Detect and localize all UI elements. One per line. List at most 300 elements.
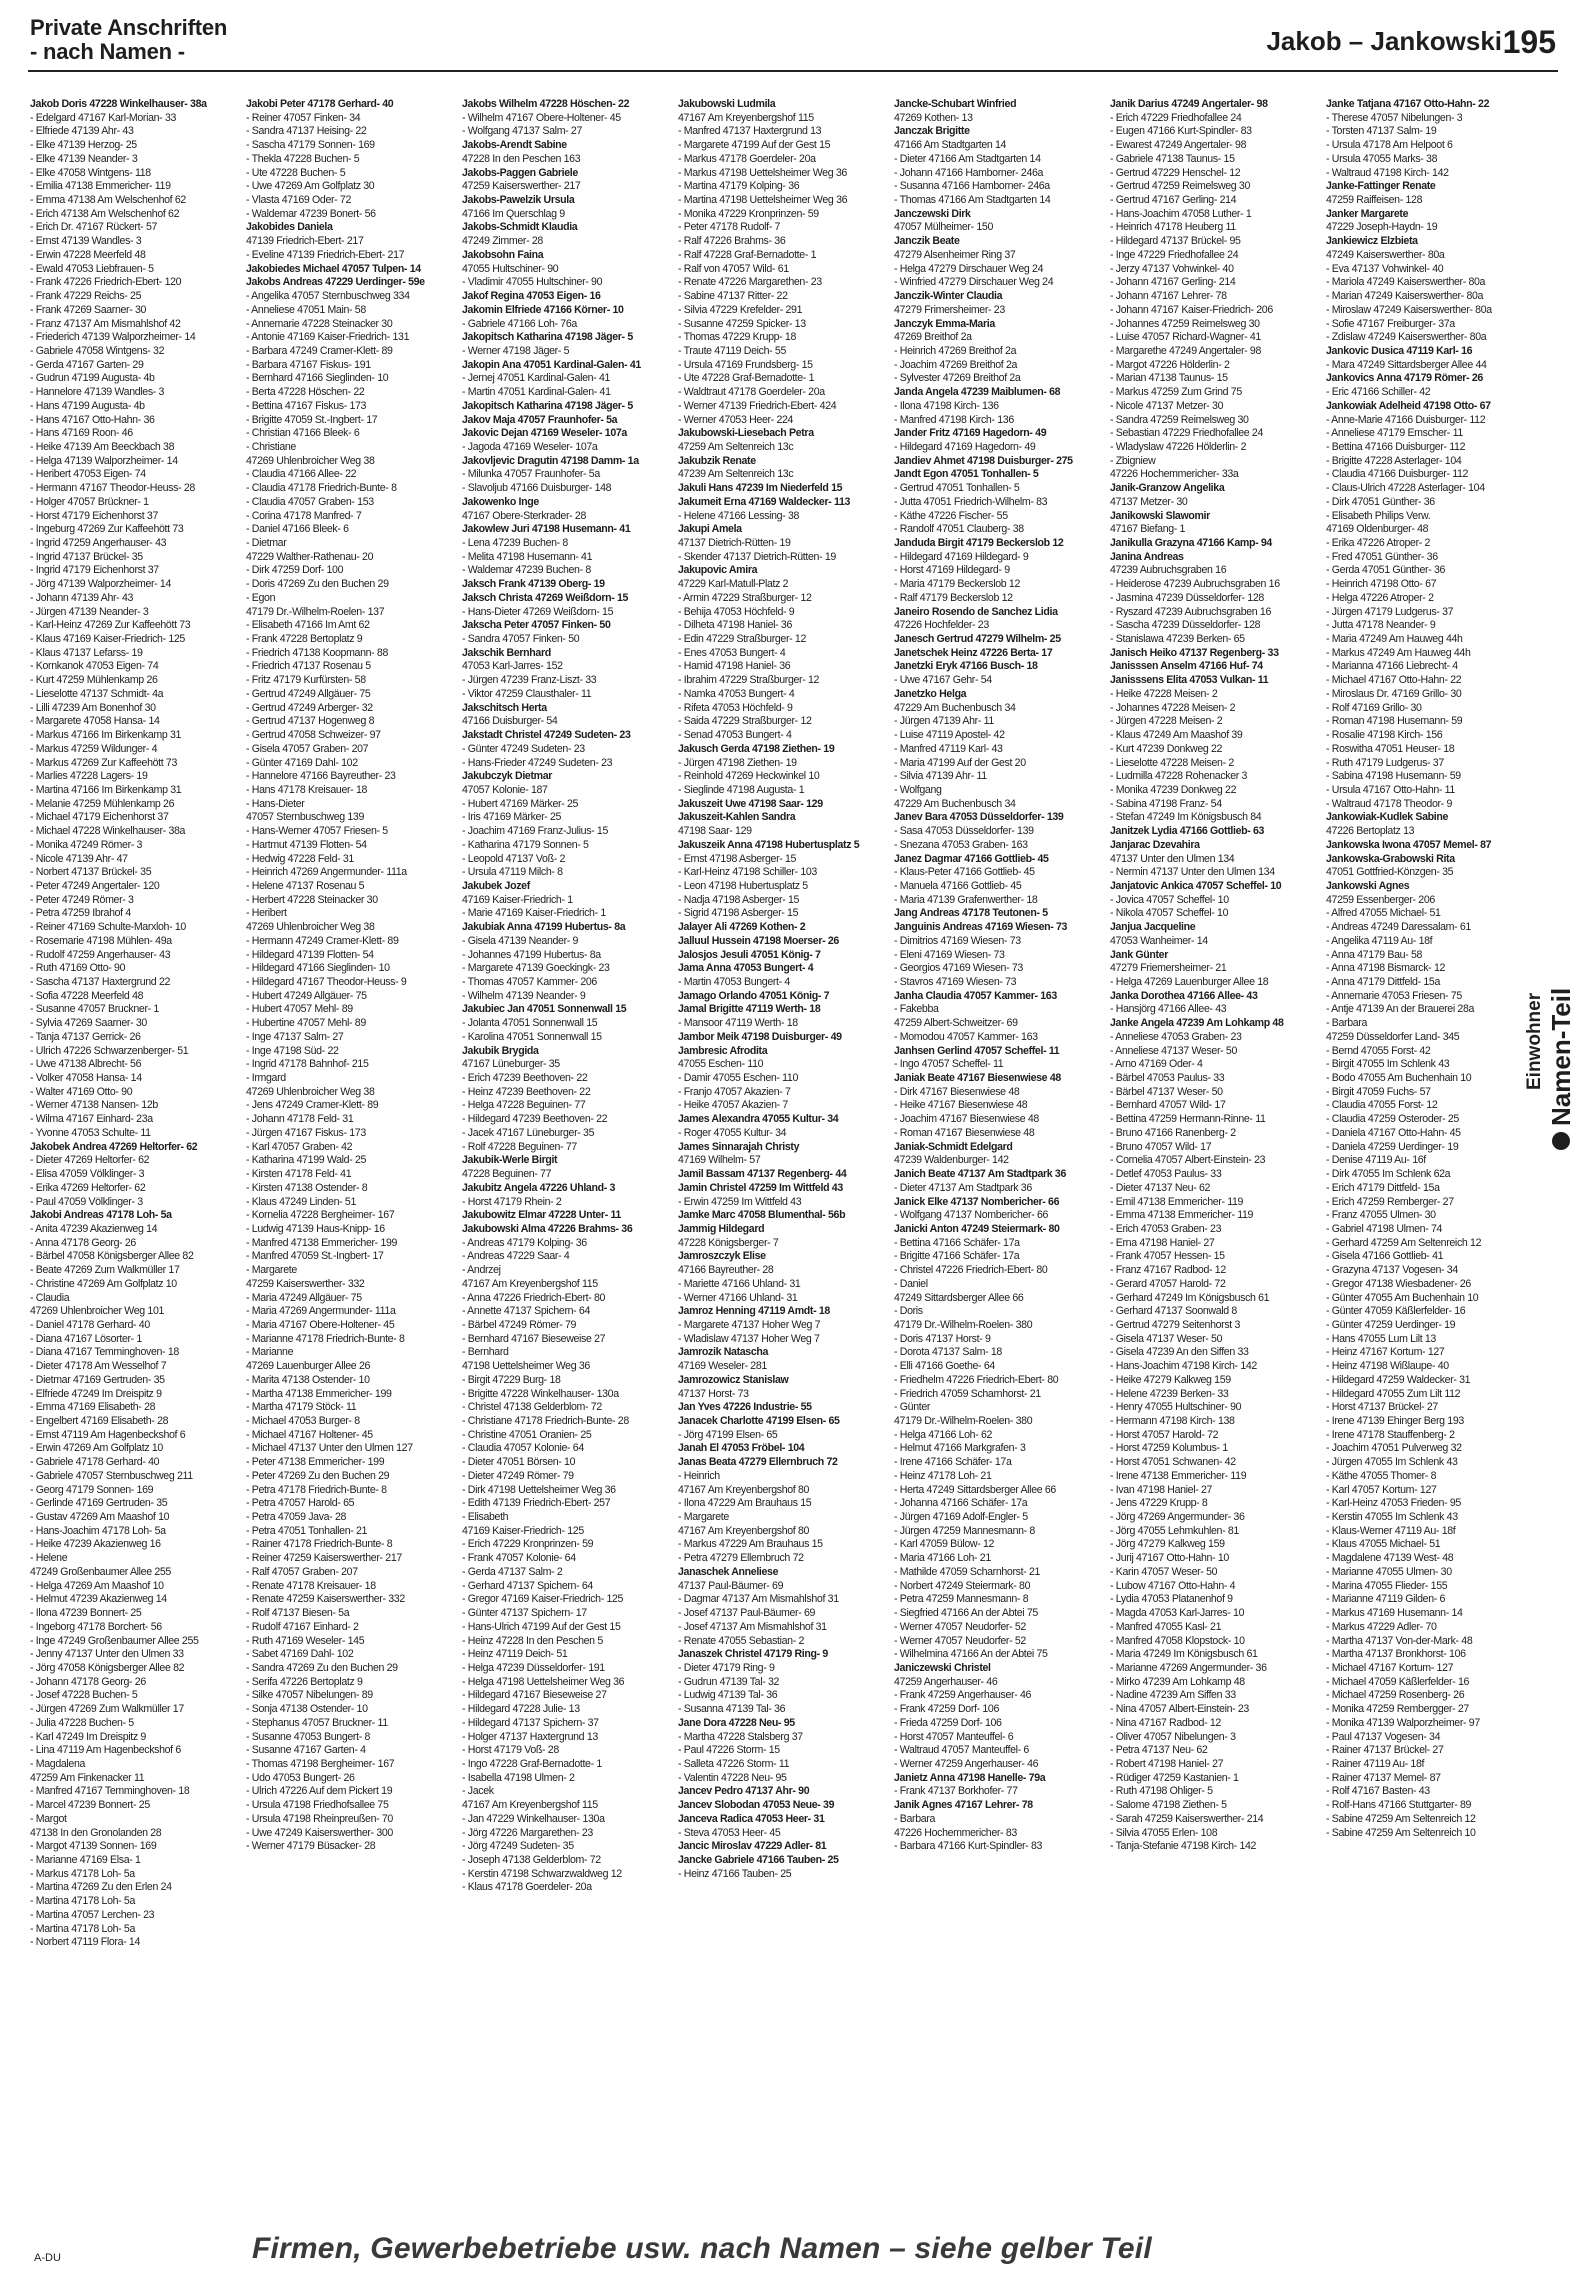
directory-entry: - Kirsten 47178 Feld- 41 — [246, 1168, 352, 1181]
directory-column — [30, 98, 212, 2253]
directory-entry: - Christine 47051 Oranien- 25 — [462, 1428, 592, 1441]
directory-entry: - Johannes 47228 Meisen- 2 — [1110, 701, 1236, 714]
directory-entry: - Jernej 47051 Kardinal-Galen- 41 — [462, 372, 611, 385]
directory-entry: - Heinrich — [678, 1469, 720, 1482]
directory-entry: - Joseph 47138 Gelderblom- 72 — [462, 1854, 601, 1866]
directory-entry: Jalluul Hussein 47198 Moerser- 26 — [678, 934, 839, 947]
directory-entry: - Horst 47179 Rhein- 2 — [462, 1195, 562, 1208]
directory-entry: - Christian 47166 Bleek- 6 — [246, 427, 360, 440]
directory-entry: 47137 Dietrich-Rütten- 19 — [678, 537, 791, 549]
directory-entry: 47269 Uhlenbroicher Weg 38 — [246, 454, 375, 467]
directory-entry: - Dorota 47137 Salm- 18 — [894, 1346, 1002, 1359]
directory-entry: Janetzko Helga — [894, 687, 967, 700]
directory-entry: - Gertrud 47137 Hogenweg 8 — [246, 715, 375, 728]
directory-entry: - Petra 47279 Ellernbruch 72 — [678, 1552, 804, 1565]
directory-entry: - Michael 47259 Rosenberg- 26 — [1326, 1689, 1465, 1702]
directory-entry: - Werner 47259 Angerhauser- 46 — [894, 1757, 1039, 1770]
directory-entry: - Renate 47055 Sebastian- 2 — [678, 1634, 805, 1647]
directory-column — [246, 98, 428, 2253]
directory-entry: - Gabriel 47198 Ulmen- 74 — [1326, 1222, 1443, 1235]
directory-entry: - Johannes 47199 Hubertus- 8a — [462, 948, 601, 961]
directory-entry: - Werner 47057 Neudorfer- 52 — [894, 1620, 1026, 1633]
directory-entry: - Petra 47259 Ibrahof 4 — [30, 907, 131, 920]
directory-entry: - Gertrud 47279 Seitenhorst 3 — [1110, 1318, 1241, 1331]
directory-entry: Jakubik Brygida — [462, 1044, 539, 1057]
directory-columns — [30, 98, 1492, 2253]
directory-entry: Janduda Birgit 47179 Beckerslob 12 — [894, 537, 1064, 549]
directory-entry: - Ingo 47228 Graf-Bernadotte- 1 — [462, 1757, 602, 1770]
directory-entry: - Jasmina 47239 Düsseldorfer- 128 — [1110, 591, 1264, 604]
directory-entry: - Udo 47053 Bungert- 26 — [246, 1771, 355, 1784]
directory-entry: - Ludwig 47139 Haus-Knipp- 16 — [246, 1222, 385, 1235]
directory-entry: - Waldtraut 47178 Goerdeler- 20a — [678, 386, 825, 399]
directory-entry: - Hansjörg 47166 Allee- 43 — [1110, 1003, 1227, 1016]
directory-entry: - Stanislawa 47239 Berken- 65 — [1110, 633, 1245, 646]
directory-entry: - Roman 47167 Biesenwiese 48 — [894, 1126, 1035, 1139]
directory-entry: - Hubert 47057 Mehl- 89 — [246, 1003, 353, 1016]
directory-entry: - Jörg 47055 Lehmkuhlen- 81 — [1110, 1524, 1239, 1537]
directory-entry: 47137 Paul-Bäumer- 69 — [678, 1579, 784, 1592]
directory-entry: - Hildegard 47137 Brückel- 95 — [1110, 235, 1241, 248]
directory-entry: - Bernhard 47057 Wild- 17 — [1110, 1099, 1226, 1112]
directory-entry: - Viktor 47259 Clausthaler- 11 — [462, 687, 592, 700]
directory-entry: - Helene 47137 Rosenau 5 — [246, 879, 365, 892]
directory-entry: Jakov Maja 47057 Fraunhofer- 5a — [462, 413, 618, 426]
directory-entry: - Gertrud 47058 Schweizer- 97 — [246, 729, 381, 742]
directory-entry: - Bettina 47166 Schäfer- 17a — [894, 1236, 1020, 1249]
directory-entry: - Edin 47229 Straßburger- 12 — [678, 633, 806, 646]
directory-entry: 47167 Am Kreyenbergshof 115 — [462, 1799, 598, 1812]
directory-entry: - Wladyslaw 47226 Hölderlin- 2 — [1110, 440, 1247, 453]
directory-entry: - Behija 47053 Höchfeld- 9 — [678, 605, 795, 618]
directory-entry: Janikowski Slawomir — [1110, 509, 1210, 522]
directory-entry: - Friedrich 47138 Koopmann- 88 — [246, 646, 389, 659]
directory-entry: - Gregor 47169 Kaiser-Friedrich- 125 — [462, 1593, 624, 1606]
directory-entry: - Ibrahim 47229 Straßburger- 12 — [678, 674, 820, 687]
directory-entry: - Diana 47167 Temminghoven- 18 — [30, 1346, 179, 1359]
directory-entry: - Erich 47053 Graben- 23 — [1110, 1222, 1222, 1235]
directory-entry: - Melita 47198 Husemann- 41 — [462, 550, 593, 563]
directory-entry: - Wolfgang 47137 Nombericher- 66 — [894, 1209, 1049, 1222]
directory-entry: Jakuszeit Uwe 47198 Saar- 129 — [678, 797, 823, 810]
directory-entry: Jakobs Andreas 47229 Uerdinger- 59e — [246, 276, 425, 289]
directory-entry: - Gabriele 47166 Loh- 76a — [462, 317, 577, 330]
directory-entry: - Antje 47139 An der Brauerei 28a — [1326, 1003, 1475, 1016]
directory-entry: Jamrozowicz Stanislaw — [678, 1373, 789, 1386]
directory-entry: Janick Elke 47137 Nombericher- 66 — [894, 1195, 1060, 1208]
directory-entry: - Annette 47137 Spichern- 64 — [462, 1305, 591, 1318]
directory-entry: - Petra 47259 Mannesmann- 8 — [894, 1593, 1029, 1606]
directory-entry: - Luise 47057 Richard-Wagner- 41 — [1110, 331, 1261, 344]
directory-entry: - Arno 47169 Oder- 4 — [1110, 1058, 1203, 1071]
directory-entry: - Traute 47119 Deich- 55 — [678, 344, 787, 357]
directory-entry: - Georgios 47169 Wiesen- 73 — [894, 962, 1023, 975]
directory-entry: - Marita 47138 Ostender- 10 — [246, 1373, 370, 1386]
directory-entry: - Kerstin 47055 Im Schlenk 43 — [1326, 1511, 1458, 1524]
directory-entry: - Horst 47137 Brückel- 27 — [1326, 1401, 1438, 1414]
directory-entry: - Vlasta 47169 Oder- 72 — [246, 194, 352, 207]
directory-entry: - Petra 47051 Tonhallen- 21 — [246, 1524, 368, 1537]
directory-entry: - Claudia 47178 Friedrich-Bunte- 8 — [246, 482, 397, 495]
directory-entry: - Erich 47229 Kronprinzen- 59 — [462, 1538, 594, 1551]
directory-entry: - Ingrid 47179 Eichenhorst 37 — [30, 564, 159, 577]
directory-entry: - Margot — [30, 1812, 67, 1825]
directory-entry: - Frank 47229 Reichs- 25 — [30, 290, 142, 303]
directory-entry: - Inge 47229 Friedhofallee 24 — [1110, 248, 1239, 261]
directory-entry: - Dieter 47051 Börsen- 10 — [462, 1456, 576, 1469]
directory-entry: - Manfred 47059 St.-Ingbert- 17 — [246, 1250, 384, 1263]
directory-entry: - Maria 47166 Loh- 21 — [894, 1552, 991, 1565]
side-tab-label-text: Namen-Teil — [1546, 987, 1576, 1126]
directory-entry: - Gertrud 47167 Gerling- 214 — [1110, 194, 1237, 207]
directory-entry: 47055 Hultschiner- 90 — [462, 262, 559, 275]
directory-entry: - Ulrich 47226 Auf dem Pickert 19 — [246, 1785, 393, 1798]
directory-entry: - Hildegard 47055 Zum Lilt 112 — [1326, 1387, 1461, 1400]
directory-entry: - Claudia 47057 Kolonie- 64 — [462, 1442, 584, 1455]
directory-entry: - Ingrid 47178 Bahnhof- 215 — [246, 1058, 369, 1071]
directory-entry: 47166 Duisburger- 54 — [462, 715, 558, 728]
directory-entry: - Jacek — [462, 1785, 494, 1798]
directory-entry: - Hans 47055 Lum Lilt 13 — [1326, 1332, 1436, 1345]
directory-entry: - Heinrich 47269 Breithof 2a — [894, 344, 1017, 357]
directory-entry: - Dieter 47137 Am Stadtpark 36 — [894, 1181, 1032, 1194]
directory-entry: - Sarah 47259 Kaiserswerther- 214 — [1110, 1812, 1264, 1825]
directory-entry: - Sabine 47259 Am Seltenreich 10 — [1326, 1826, 1476, 1839]
directory-entry: - Claudia 47166 Duisburger- 112 — [1326, 468, 1469, 481]
directory-entry: Janaszek Christel 47179 Ring- 9 — [678, 1648, 828, 1661]
directory-entry: - Frank 47259 Angerhauser- 46 — [894, 1689, 1032, 1702]
directory-entry: - Petra 47178 Friedrich-Bunte- 8 — [246, 1483, 387, 1496]
directory-entry: - Rüdiger 47259 Kastanien- 1 — [1110, 1771, 1239, 1784]
directory-entry: - Erich 47138 Am Welschenhof 62 — [30, 207, 180, 220]
directory-entry: - Gertrud 47229 Henschel- 12 — [1110, 166, 1241, 179]
directory-entry: - Daniela 47259 Uerdinger- 19 — [1326, 1140, 1459, 1153]
directory-entry: - Martha 47179 Stöck- 11 — [246, 1401, 357, 1414]
directory-entry: - Ludwig 47139 Tal- 36 — [678, 1689, 778, 1702]
directory-entry: - Jolanta 47051 Sonnenwall 15 — [462, 1017, 598, 1030]
directory-column — [894, 98, 1076, 2253]
directory-entry: - Ralf 47228 Graf-Bernadotte- 1 — [678, 248, 817, 261]
directory-entry: - Markus 47259 Wildunger- 4 — [30, 742, 158, 755]
directory-entry: - Karl-Heinz 47053 Frieden- 95 — [1326, 1497, 1461, 1510]
directory-entry: - Ruth 47198 Ohliger- 5 — [1110, 1785, 1213, 1798]
directory-entry: 47169 Oldenburger- 48 — [1326, 523, 1429, 536]
directory-entry: - Heike 47279 Kalkweg 159 — [1110, 1373, 1231, 1386]
directory-entry: - Erika 47269 Heltorfer- 62 — [30, 1181, 146, 1194]
directory-entry: - Eric 47166 Schiller- 42 — [1326, 386, 1431, 399]
directory-entry: 47229 Karl-Matull-Platz 2 — [678, 578, 789, 591]
directory-entry: Janczik-Winter Claudia — [894, 290, 1003, 303]
directory-entry: - Petra 47059 Java- 28 — [246, 1511, 347, 1524]
directory-entry: - Gerda 47167 Garten- 29 — [30, 358, 144, 371]
directory-entry: - Emma 47169 Elisabeth- 28 — [30, 1401, 156, 1414]
directory-entry: - Manfred 47137 Haxtergrund 13 — [678, 125, 822, 138]
directory-entry: - Sasa 47053 Düsseldorfer- 139 — [894, 825, 1034, 838]
directory-entry: - Sandra 47137 Heising- 22 — [246, 125, 367, 138]
directory-entry: - Melanie 47259 Mühlenkamp 26 — [30, 797, 175, 810]
directory-entry: - Uwe 47269 Am Golfplatz 30 — [246, 180, 375, 193]
directory-entry: - Ruth 47169 Weseler- 145 — [246, 1634, 365, 1647]
directory-entry: - Dieter 47249 Römer- 79 — [462, 1469, 574, 1482]
directory-entry: - Rosemarie 47198 Mühlen- 49a — [30, 934, 172, 947]
directory-entry: - Ruth 47179 Ludgerus- 37 — [1326, 756, 1444, 769]
directory-entry: - Berta 47228 Höschen- 22 — [246, 386, 365, 399]
directory-entry: - Norbert 47119 Flora- 14 — [30, 1936, 140, 1949]
directory-entry: 47053 Wanheimer- 14 — [1110, 934, 1208, 947]
directory-entry: - Helga 47269 Am Maashof 10 — [30, 1579, 164, 1592]
directory-entry: - Stefan 47249 Im Königsbusch 84 — [1110, 811, 1262, 824]
directory-entry: - Susanne 47057 Bruckner- 1 — [30, 1003, 159, 1016]
directory-entry: - Hannelore 47139 Wandles- 3 — [30, 386, 165, 399]
footer-banner: Firmen, Gewerbebetriebe usw. nach Namen – siehe gelber Teil — [252, 2232, 1152, 2265]
directory-entry: - Markus 47229 Adler- 70 — [1326, 1620, 1437, 1633]
directory-entry: - Gerard 47057 Harold- 72 — [1110, 1277, 1226, 1290]
directory-entry: - Werner 47057 Neudorfer- 52 — [894, 1634, 1026, 1647]
directory-entry: - Lieselotte 47228 Meisen- 2 — [1110, 756, 1234, 769]
directory-entry: - Hartmut 47139 Flotten- 54 — [246, 838, 367, 851]
directory-entry: - Hans-Dieter — [246, 797, 305, 810]
directory-entry: - Johann 47167 Lehrer- 78 — [1110, 290, 1227, 303]
directory-entry: Janik Darius 47249 Angertaler- 98 — [1110, 98, 1268, 110]
directory-entry: - Hans 47178 Kreisauer- 18 — [246, 783, 368, 796]
directory-entry: - Dagmar 47137 Am Mismahlshof 31 — [678, 1593, 839, 1606]
directory-entry: - Ernst 47198 Asberger- 15 — [678, 852, 797, 865]
directory-entry: - Bernhard — [462, 1346, 509, 1359]
directory-entry: - Diana 47167 Lösorter- 1 — [30, 1332, 142, 1345]
directory-entry: Jamago Orlando 47051 König- 7 — [678, 989, 830, 1002]
directory-entry: - Elli 47166 Goethe- 64 — [894, 1360, 995, 1373]
directory-entry: - Martina 47198 Uettelsheimer Weg 36 — [678, 194, 848, 207]
directory-entry: Janisch Heiko 47137 Regenberg- 33 — [1110, 646, 1279, 659]
directory-entry: - Heike 47139 Am Beeckbach 38 — [30, 440, 175, 453]
directory-entry: - Silke 47057 Nibelungen- 89 — [246, 1689, 373, 1702]
directory-entry: - Waltraud 47178 Theodor- 9 — [1326, 797, 1452, 810]
directory-entry: 47259 Düsseldorfer Land- 345 — [1326, 1030, 1460, 1043]
directory-entry: - Grazyna 47137 Vogesen- 34 — [1326, 1264, 1458, 1277]
directory-entry: - Marianne — [246, 1346, 294, 1359]
directory-entry: Jakobides Daniela — [246, 221, 333, 234]
directory-entry: 47166 Im Querschlag 9 — [462, 207, 565, 220]
directory-entry: - Andreas 47229 Saar- 4 — [462, 1250, 570, 1263]
directory-entry: - Claudia 47166 Allee- 22 — [246, 468, 357, 481]
directory-entry: - Thomas 47198 Bergheimer- 167 — [246, 1757, 395, 1770]
directory-entry: - Gerhard 47137 Soonwald 8 — [1110, 1305, 1237, 1318]
directory-entry: - Reiner 47259 Kaiserswerther- 217 — [246, 1552, 402, 1565]
directory-entry: Jamil Bassam 47137 Regenberg- 44 — [678, 1168, 847, 1181]
directory-entry: - Martha 47138 Emmericher- 199 — [246, 1387, 392, 1400]
directory-entry: - Edith 47139 Friedrich-Ebert- 257 — [462, 1497, 611, 1510]
directory-entry: - Uwe 47167 Gehr- 54 — [894, 674, 992, 687]
directory-entry: Jamroszczyk Elise — [678, 1250, 766, 1263]
directory-entry: - Bernhard 47167 Bieseweise 27 — [462, 1332, 606, 1345]
directory-entry: - Rudolf 47259 Angerhauser- 43 — [30, 948, 171, 961]
directory-entry: - Erwin 47228 Meerfeld 48 — [30, 248, 146, 261]
directory-entry: Jankowska-Grabowski Rita — [1326, 852, 1455, 865]
directory-entry: - Klaus-Peter 47166 Gottlieb- 45 — [894, 866, 1035, 879]
directory-entry: - Franz 47167 Radbod- 12 — [1110, 1264, 1226, 1277]
directory-entry: - Gerhard 47137 Spichern- 64 — [462, 1579, 593, 1592]
directory-entry: - Frank 47228 Bertoplatz 9 — [246, 633, 363, 646]
directory-entry: Jakscha Peter 47057 Finken- 50 — [462, 619, 611, 632]
directory-entry: - Kornkanok 47053 Eigen- 74 — [30, 660, 159, 673]
directory-entry: - Wolfgang 47137 Salm- 27 — [462, 125, 583, 138]
directory-entry: 47259 Raiffeisen- 128 — [1326, 194, 1423, 207]
directory-entry: Janas Beata 47279 Ellernbruch 72 — [678, 1456, 838, 1469]
directory-entry: James Sinnarajah Christy — [678, 1140, 800, 1153]
directory-entry: Jakubik-Werle Birgit — [462, 1154, 558, 1167]
directory-entry: - Joachim 47167 Biesenwiese 48 — [894, 1113, 1039, 1126]
directory-entry: - Jörg 47269 Angermunder- 36 — [1110, 1511, 1245, 1524]
directory-entry: - Dilheta 47198 Haniel- 36 — [678, 619, 792, 632]
directory-entry: - Daniel 47178 Gerhard- 40 — [30, 1318, 150, 1331]
directory-entry: - Martina 47057 Lerchen- 23 — [30, 1908, 155, 1921]
directory-entry: - Kirsten 47138 Ostender- 8 — [246, 1181, 368, 1194]
directory-entry: - Hans-Dieter 47269 Weißdorn- 15 — [462, 605, 614, 618]
directory-entry: 47269 Uhlenbroicher Weg 38 — [246, 1085, 375, 1098]
directory-entry: - Inge 47198 Süd- 22 — [246, 1044, 339, 1057]
directory-entry: - Ulrich 47226 Schwarzenberger- 51 — [30, 1044, 189, 1057]
side-tab-label-big — [1546, 770, 1577, 1150]
directory-entry: - Stephanus 47057 Bruckner- 11 — [246, 1716, 388, 1729]
directory-entry: - Helene — [30, 1552, 68, 1565]
directory-entry: - Margot 47139 Sonnen- 169 — [30, 1840, 157, 1853]
directory-entry: - Margot 47226 Hölderlin- 2 — [1110, 358, 1230, 371]
directory-entry: Janiczewski Christel — [894, 1661, 991, 1674]
directory-entry: Janez Dagmar 47166 Gottlieb- 45 — [894, 852, 1049, 865]
directory-entry: - Jürgen 47055 Im Schlenk 43 — [1326, 1456, 1458, 1469]
directory-entry: - Gertrud 47249 Arberger- 32 — [246, 701, 373, 714]
directory-entry: - Manfred 47119 Karl- 43 — [894, 742, 1003, 755]
directory-entry: - Sonja 47138 Ostender- 10 — [246, 1703, 368, 1716]
directory-entry: - Jürgen 47198 Ziethen- 19 — [678, 756, 797, 769]
directory-entry: - Horst 47259 Kolumbus- 1 — [1110, 1442, 1228, 1455]
directory-entry: - Kerstin 47198 Schwarzwaldweg 12 — [462, 1867, 622, 1880]
directory-entry: - Detlef 47053 Paulus- 33 — [1110, 1168, 1222, 1181]
directory-entry: - Brigitte 47166 Schäfer- 17a — [894, 1250, 1020, 1263]
directory-entry: - Ursula 47055 Marks- 38 — [1326, 152, 1438, 165]
directory-entry: - Franz 47137 Am Mismahlshof 42 — [30, 317, 181, 330]
directory-entry: - Fakebba — [894, 1003, 939, 1016]
directory-entry: - Wilhelmina 47166 An der Abtei 75 — [894, 1648, 1048, 1661]
directory-entry: - Frank 47269 Saarner- 30 — [30, 303, 147, 316]
directory-entry: Janaschek Anneliese — [678, 1565, 779, 1578]
directory-entry: - Gabriele 47057 Sternbuschweg 211 — [30, 1469, 193, 1482]
directory-entry: - Rolf 47169 Grillo- 30 — [1326, 701, 1422, 714]
directory-entry: Jakovljevic Dragutin 47198 Damm- 1a — [462, 454, 639, 467]
page-range: Jakob – Jankowski — [1266, 26, 1502, 56]
directory-entry: Jakubowitz Elmar 47228 Unter- 11 — [462, 1209, 621, 1222]
directory-entry: - Manfred 47138 Emmericher- 199 — [246, 1236, 398, 1249]
directory-entry: - Rolf-Hans 47166 Stuttgarter- 89 — [1326, 1799, 1472, 1812]
directory-entry: - Jürgen 47239 Franz-Liszt- 33 — [462, 674, 597, 687]
directory-entry: - Wolfgang — [894, 783, 942, 796]
directory-entry: - Renate 47226 Margarethen- 23 — [678, 276, 822, 289]
directory-entry: - Jürgen 47167 Fiskus- 173 — [246, 1126, 366, 1139]
directory-entry: 47137 Horst- 73 — [678, 1387, 749, 1400]
directory-entry: Jankovic Dusica 47119 Karl- 16 — [1326, 344, 1473, 357]
directory-entry: - Susanna 47139 Tal- 36 — [678, 1703, 786, 1716]
directory-entry: - Hans-Werner 47057 Friesen- 5 — [246, 825, 388, 838]
directory-entry: - Günter — [894, 1401, 931, 1414]
directory-entry: - Ewald 47053 Liebfrauen- 5 — [30, 262, 154, 275]
directory-entry: - Daniel 47166 Bleek- 6 — [246, 523, 349, 536]
directory-entry: - Ludmilla 47228 Rohenacker 3 — [1110, 770, 1248, 783]
directory-entry: - Markus 47259 Zum Grind 75 — [1110, 386, 1242, 399]
directory-entry: - Michael 47167 Otto-Hahn- 22 — [1326, 674, 1462, 687]
directory-entry: - Heinz 47178 Loh- 21 — [894, 1469, 992, 1482]
directory-entry: - Robert 47198 Haniel- 27 — [1110, 1757, 1224, 1770]
directory-entry: - Monika 47259 Rembergger- 27 — [1326, 1703, 1469, 1716]
directory-entry: - Heinz 47198 Wißlaupe- 40 — [1326, 1360, 1449, 1373]
directory-entry: - Ivan 47198 Haniel- 27 — [1110, 1483, 1213, 1496]
section-title-line1: Private Anschriften — [30, 15, 228, 40]
directory-entry: - Heinrich 47198 Otto- 67 — [1326, 578, 1437, 591]
directory-entry: - Hildegard 47167 Bieseweise 27 — [462, 1689, 607, 1702]
directory-entry: - Barbara 47166 Kurt-Spindler- 83 — [894, 1840, 1043, 1853]
directory-entry: - Maria 47249 Im Königsbusch 61 — [1110, 1648, 1258, 1661]
directory-entry: - Ingrid 47137 Brückel- 35 — [30, 550, 143, 563]
directory-entry: 47229 Walther-Rathenau- 20 — [246, 550, 374, 563]
directory-entry: 47226 Hochemmericher- 83 — [894, 1826, 1017, 1839]
directory-entry: Jandt Egon 47051 Tonhallen- 5 — [894, 468, 1039, 481]
directory-entry: - Milunka 47057 Fraunhofer- 5a — [462, 468, 600, 481]
directory-entry: - Werner 47179 Büsacker- 28 — [246, 1840, 376, 1853]
directory-entry: - Gabriele 47058 Wintgens- 32 — [30, 344, 165, 357]
directory-entry: - Helga 47198 Uettelsheimer Weg 36 — [462, 1675, 625, 1688]
directory-entry: - Brigitte 47228 Winkelhauser- 130a — [462, 1387, 619, 1400]
directory-entry: - Hildegard 47166 Sieglinden- 10 — [246, 962, 390, 975]
directory-entry: Janetschek Heinz 47226 Berta- 17 — [894, 646, 1053, 659]
directory-entry: - Horst 47057 Manteuffel- 6 — [894, 1730, 1014, 1743]
directory-entry: - Klaus 47055 Michael- 51 — [1326, 1538, 1441, 1551]
directory-entry: - Wilma 47167 Einhard- 23a — [30, 1113, 153, 1126]
directory-entry: - Margarete — [678, 1511, 729, 1524]
directory-entry: - Günter 47059 Käßlerfelder- 16 — [1326, 1305, 1466, 1318]
directory-entry: - Elisabeth 47166 Im Amt 62 — [246, 619, 370, 632]
directory-entry: - Werner 47166 Uhland- 31 — [678, 1291, 798, 1304]
directory-entry: - Valentin 47228 Neu- 95 — [678, 1771, 787, 1784]
directory-entry: - Doris 47269 Zu den Buchen 29 — [246, 578, 389, 591]
directory-entry: - Mirko 47239 Am Lohkamp 48 — [1110, 1675, 1245, 1688]
directory-entry: Jakubek Jozef — [462, 879, 530, 892]
directory-entry: - Frieda 47259 Dorf- 106 — [894, 1716, 1002, 1729]
directory-entry: - Dirk 47167 Biesenwiese 48 — [894, 1085, 1020, 1098]
directory-entry: - Uwe 47249 Kaiserswerther- 300 — [246, 1826, 393, 1839]
directory-entry: - Dieter 47137 Neu- 62 — [1110, 1181, 1211, 1194]
directory-entry: - Marianne 47055 Ulmen- 30 — [1326, 1565, 1452, 1578]
directory-entry: - Erika 47226 Atroper- 2 — [1326, 537, 1431, 549]
directory-entry: - Rosalie 47198 Kirch- 156 — [1326, 729, 1443, 742]
directory-entry: Jank Günter — [1110, 948, 1168, 961]
directory-entry: - Helga 47166 Loh- 62 — [894, 1428, 993, 1441]
directory-entry: - Hildegard 47169 Hagedorn- 49 — [894, 440, 1036, 453]
directory-entry: Jakuli Hans 47239 Im Niederfeld 15 — [678, 482, 843, 495]
directory-entry: - Günter 47055 Am Buchenhain 10 — [1326, 1291, 1479, 1304]
directory-entry: - Susanna 47166 Hamborner- 246a — [894, 180, 1050, 193]
directory-entry: - Ursula 47119 Milch- 8 — [462, 866, 563, 879]
directory-entry: - Gerhard 47249 Im Königsbusch 61 — [1110, 1291, 1270, 1304]
directory-entry: - Käthe 47055 Thomer- 8 — [1326, 1469, 1437, 1482]
directory-entry: - Winfried 47279 Dirschauer Weg 24 — [894, 276, 1054, 289]
directory-entry: - Karl-Heinz 47269 Zur Kaffeehött 73 — [30, 619, 191, 632]
directory-entry: - Ruth 47169 Otto- 90 — [30, 962, 126, 975]
directory-entry: - Sofie 47167 Freiburger- 37a — [1326, 317, 1455, 330]
directory-entry: - Joachim 47269 Breithof 2a — [894, 358, 1018, 371]
directory-entry: - Peter 47178 Rudolf- 7 — [678, 221, 781, 234]
directory-entry: - Maria 47139 Grafenwerther- 18 — [894, 893, 1038, 906]
directory-entry: - Christine 47269 Am Golfplatz 10 — [30, 1277, 177, 1290]
directory-entry: - Marie 47169 Kaiser-Friedrich- 1 — [462, 907, 606, 920]
